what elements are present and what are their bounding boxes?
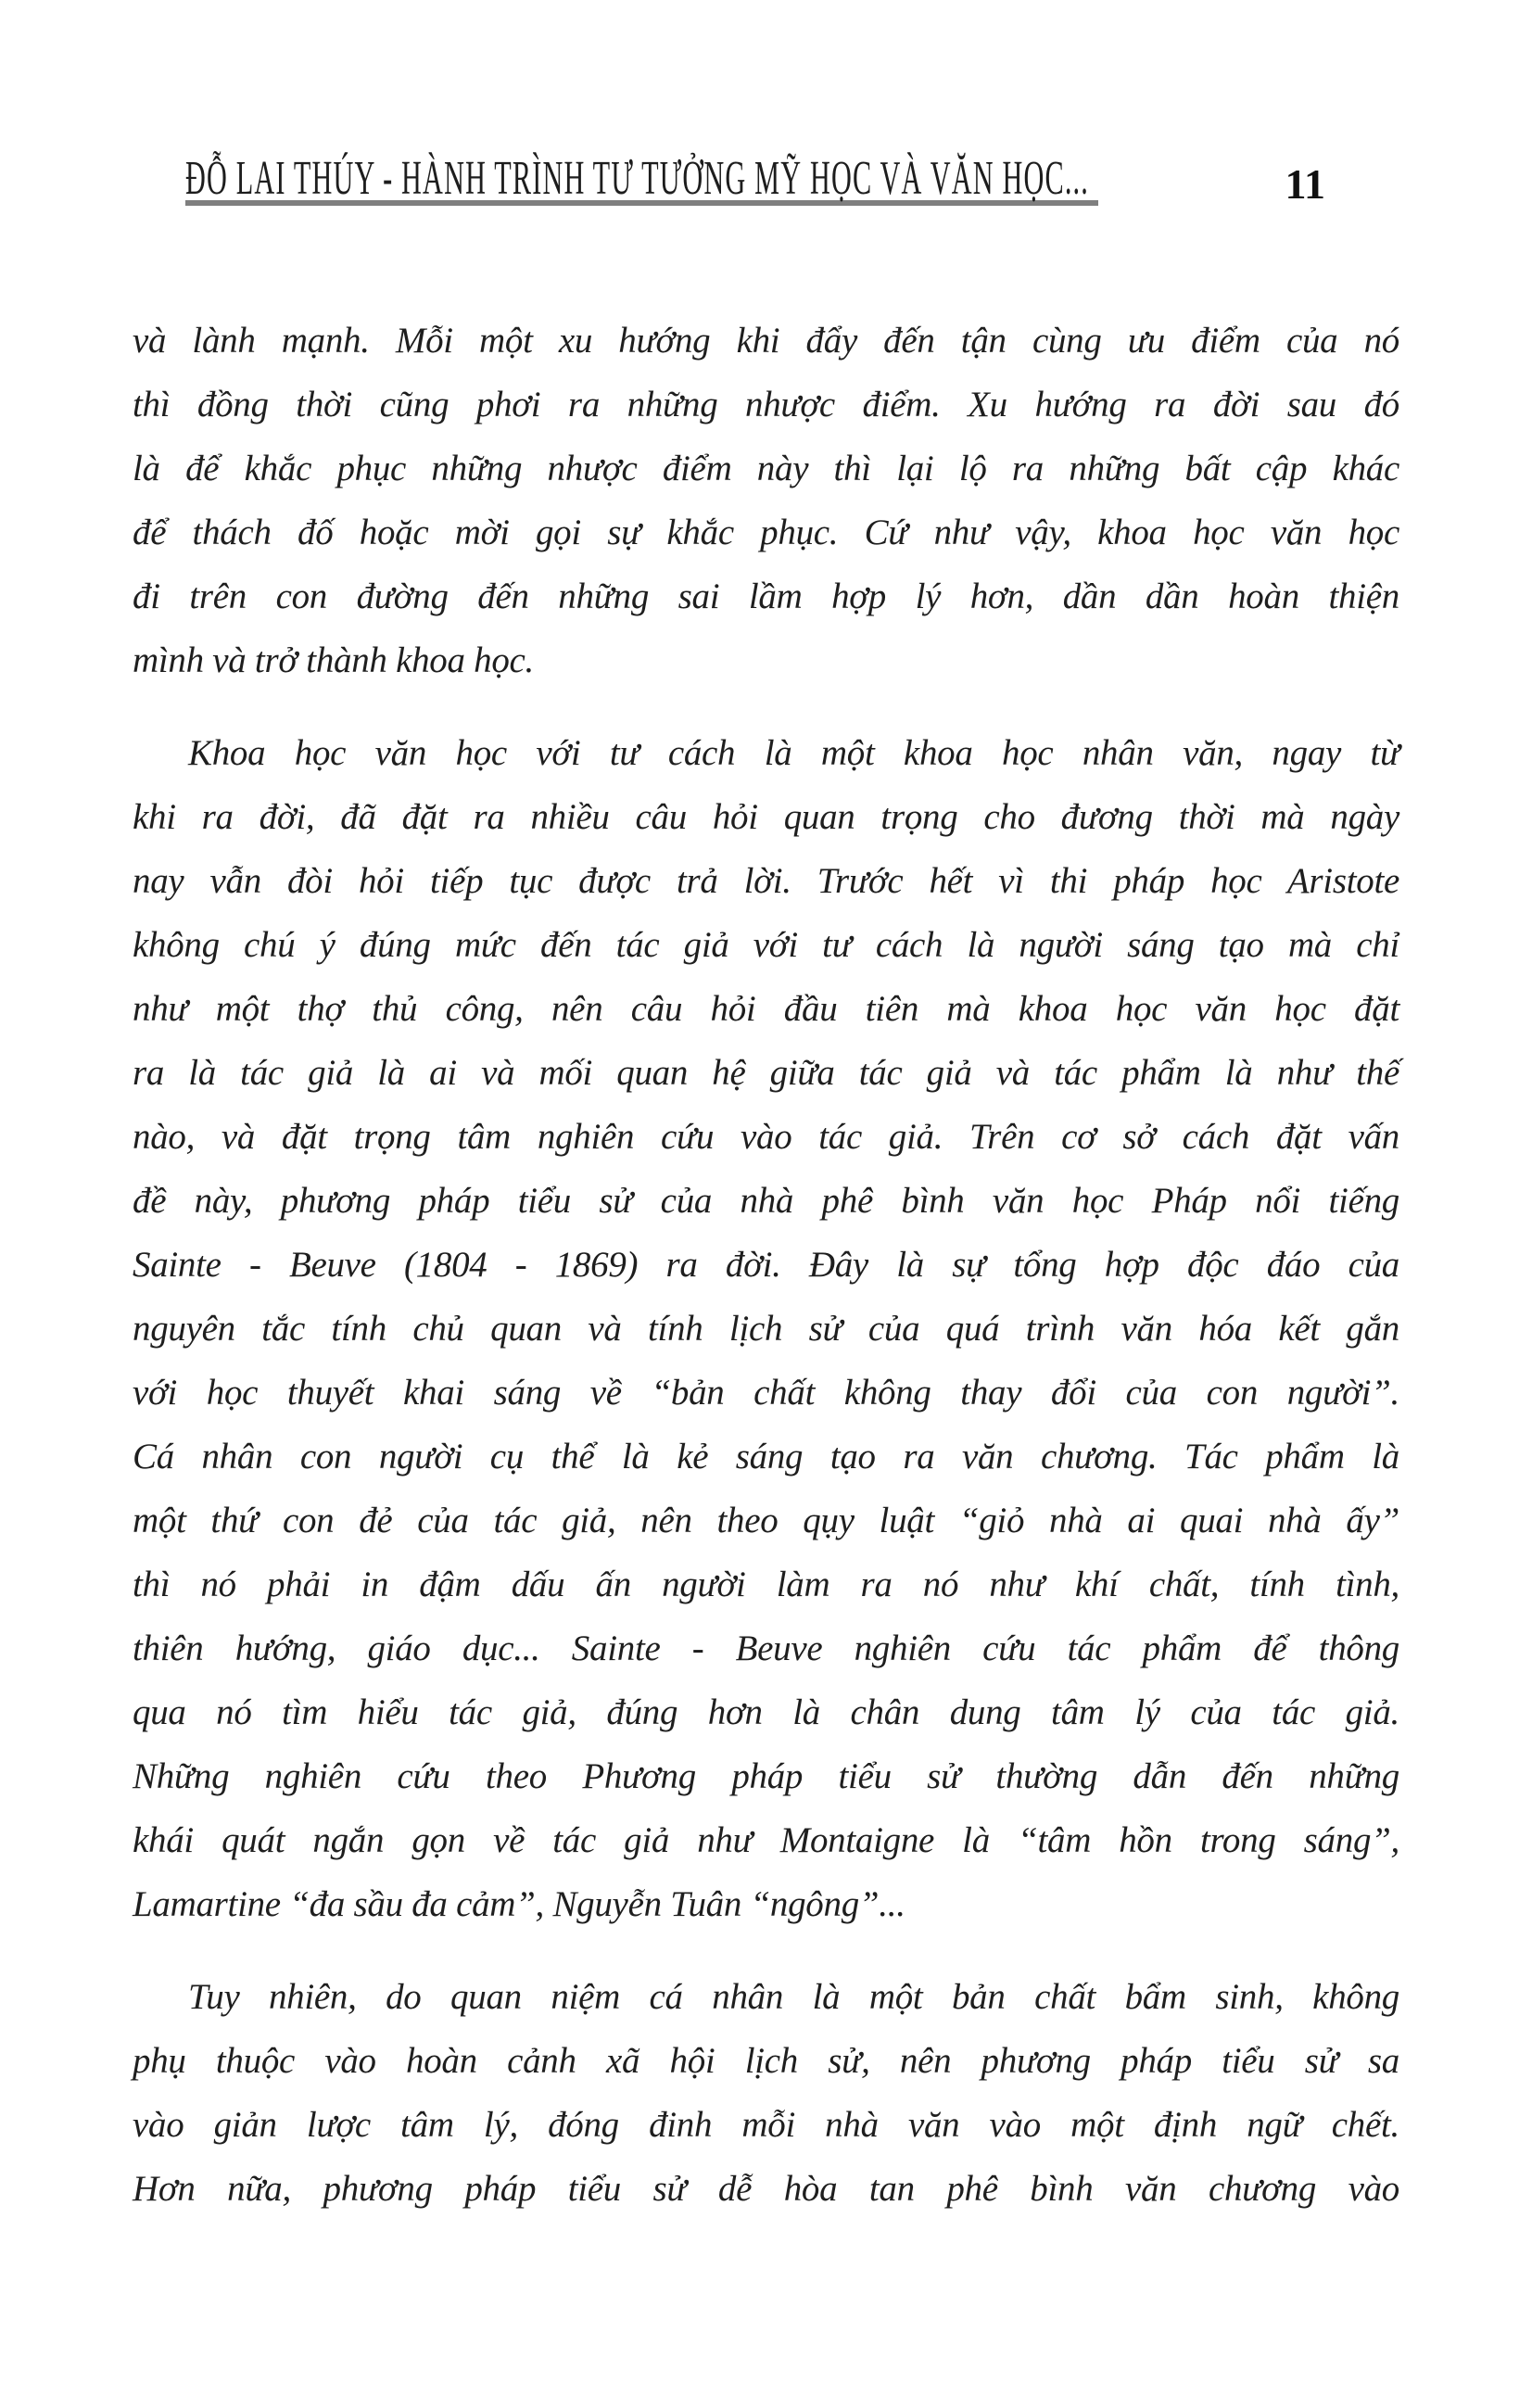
text-line: đi trên con đường đến những sai lầm hợp lý hơn, dần dần hoàn thiện bbox=[133, 577, 1399, 616]
text-line: nào, và đặt trọng tâm nghiên cứu vào tác giả. Trên cơ sở cách đặt vấn bbox=[133, 1117, 1399, 1157]
text-line: khái quát ngắn gọn về tác giả như Montaigne là “tâm hồn trong sáng”, bbox=[133, 1820, 1399, 1860]
body-text bbox=[133, 309, 1399, 2221]
text-line: với học thuyết khai sáng về “bản chất không thay đổi của con người”. bbox=[133, 1373, 1399, 1413]
text-line: Cá nhân con người cụ thể là kẻ sáng tạo ra văn chương. Tác phẩm là bbox=[133, 1437, 1399, 1476]
paragraph bbox=[133, 721, 1399, 1936]
page-header bbox=[133, 152, 1399, 221]
text-line: Hơn nữa, phương pháp tiểu sử dễ hòa tan phê bình văn chương vào bbox=[133, 2169, 1399, 2209]
text-line: Sainte - Beuve (1804 - 1869) ra đời. Đây là sự tổng hợp độc đáo của bbox=[133, 1245, 1399, 1285]
paragraph bbox=[133, 309, 1399, 692]
text-line: thiên hướng, giáo dục... Sainte - Beuve nghiên cứu tác phẩm để thông bbox=[133, 1629, 1399, 1668]
text-line: nay vẫn đòi hỏi tiếp tục được trả lời. Trước hết vì thi pháp học Aristote bbox=[133, 861, 1399, 901]
text-line: và lành mạnh. Mỗi một xu hướng khi đẩy đến tận cùng ưu điểm của nó bbox=[133, 321, 1399, 361]
text-line: khi ra đời, đã đặt ra nhiều câu hỏi quan trọng cho đương thời mà ngày bbox=[133, 797, 1399, 837]
text-line: mình và trở thành khoa học. bbox=[133, 640, 534, 680]
text-line: ra là tác giả là ai và mối quan hệ giữa tác giả và tác phẩm là như thế bbox=[133, 1053, 1399, 1093]
text-line: thì đồng thời cũng phơi ra những nhược điểm. Xu hướng ra đời sau đó bbox=[133, 385, 1399, 425]
text-line: Lamartine “đa sầu đa cảm”, Nguyễn Tuân “ngông”... bbox=[133, 1884, 905, 1924]
paragraph bbox=[133, 1965, 1399, 2221]
page-number: 11 bbox=[1285, 160, 1325, 208]
text-line: nguyên tắc tính chủ quan và tính lịch sử của quá trình văn hóa kết gắn bbox=[133, 1309, 1399, 1349]
text-line: Khoa học văn học với tư cách là một khoa học nhân văn, ngay từ bbox=[188, 733, 1399, 773]
text-line: Tuy nhiên, do quan niệm cá nhân là một bản chất bẩm sinh, không bbox=[188, 1977, 1399, 2017]
text-line: không chú ý đúng mức đến tác giả với tư cách là người sáng tạo mà chỉ bbox=[133, 925, 1399, 965]
text-line: một thứ con đẻ của tác giả, nên theo qụy luật “giỏ nhà ai quai nhà ấy” bbox=[133, 1501, 1399, 1540]
text-line: qua nó tìm hiểu tác giả, đúng hơn là chân dung tâm lý của tác giả. bbox=[133, 1692, 1399, 1732]
text-line: để thách đố hoặc mời gọi sự khắc phục. Cứ như vậy, khoa học văn học bbox=[133, 513, 1399, 552]
running-title-text: ĐỖ LAI THÚY - HÀNH TRÌNH TƯ TƯỞNG MỸ HỌC VÀ VĂN HỌC... bbox=[185, 152, 1089, 205]
text-line: vào giản lược tâm lý, đóng đinh mỗi nhà văn vào một định ngữ chết. bbox=[133, 2105, 1399, 2145]
running-title bbox=[185, 152, 1098, 206]
text-line: Những nghiên cứu theo Phương pháp tiểu sử thường dẫn đến những bbox=[133, 1756, 1399, 1796]
text-line: phụ thuộc vào hoàn cảnh xã hội lịch sử, nên phương pháp tiểu sử sa bbox=[133, 2041, 1399, 2081]
text-line: là để khắc phục những nhược điểm này thì lại lộ ra những bất cập khác bbox=[133, 449, 1399, 488]
text-line: đề này, phương pháp tiểu sử của nhà phê bình văn học Pháp nổi tiếng bbox=[133, 1181, 1399, 1221]
text-line: thì nó phải in đậm dấu ấn người làm ra nó như khí chất, tính tình, bbox=[133, 1565, 1399, 1604]
text-line: như một thợ thủ công, nên câu hỏi đầu tiên mà khoa học văn học đặt bbox=[133, 989, 1399, 1029]
